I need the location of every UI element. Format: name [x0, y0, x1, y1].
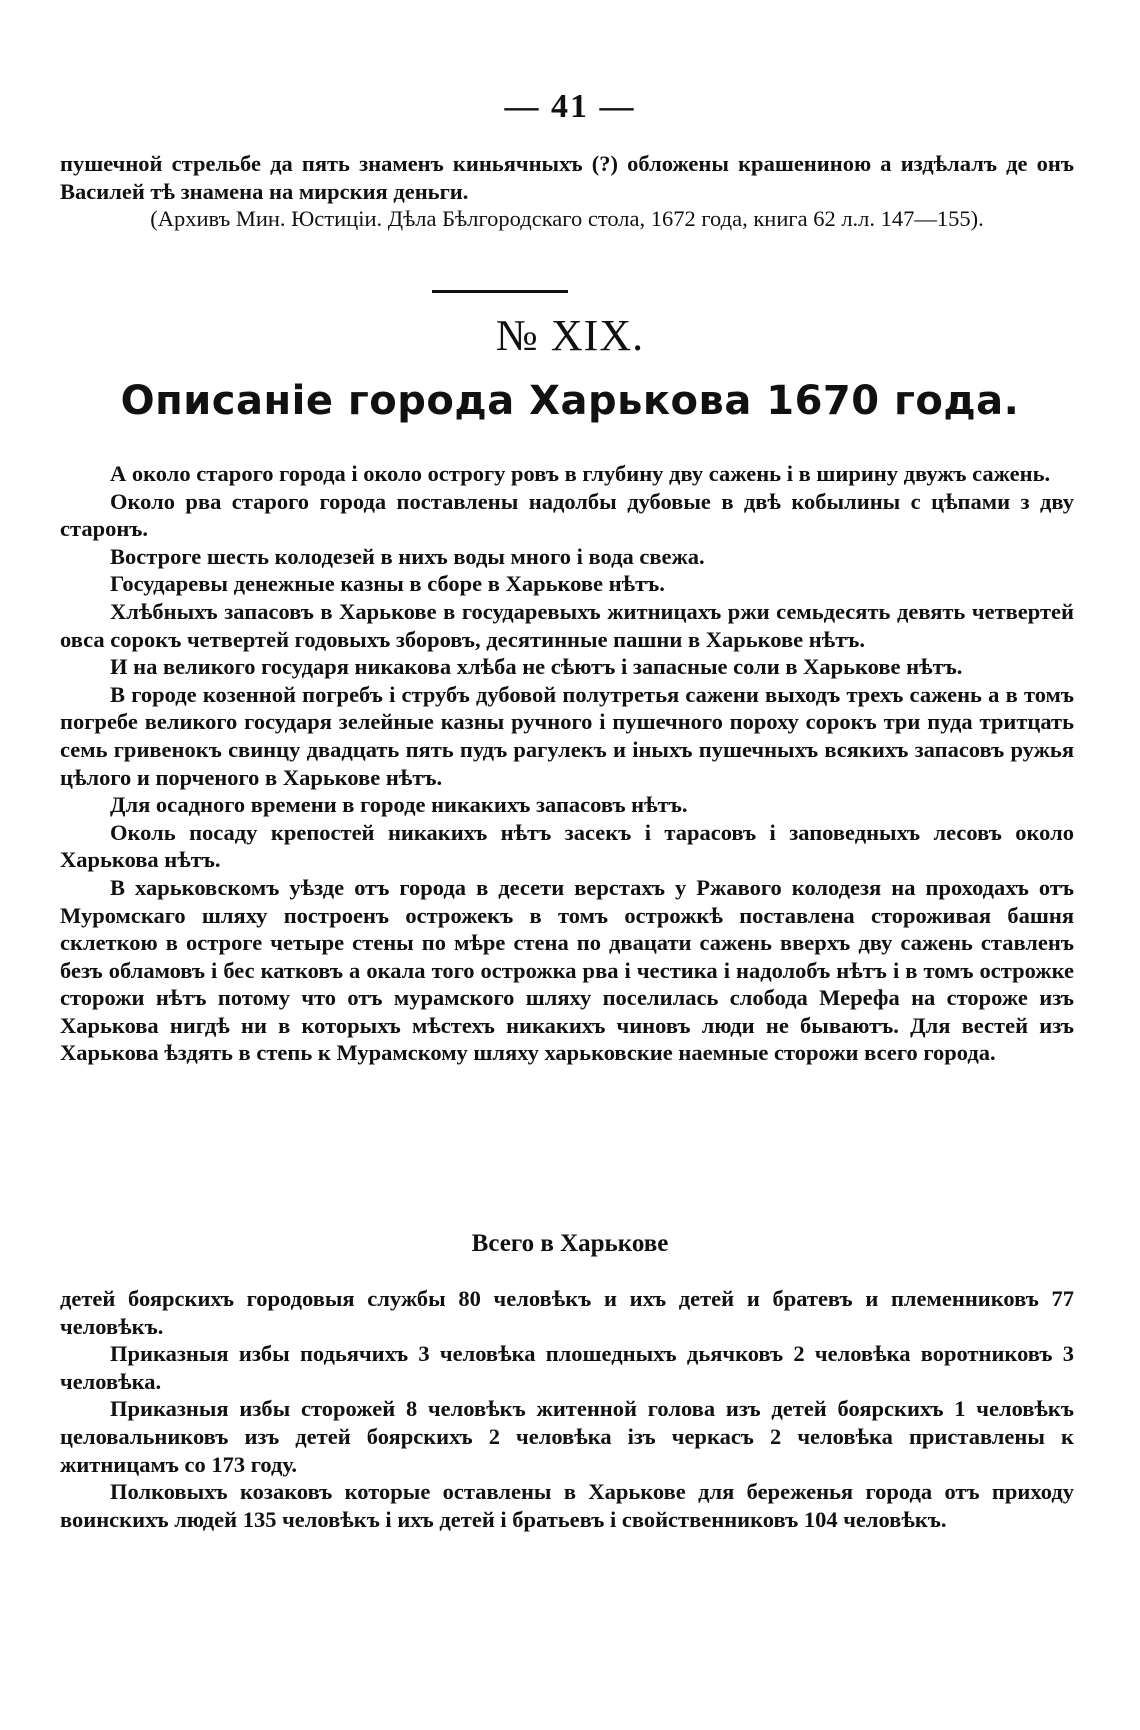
- paragraph: В городе козенной погребъ і струбъ дубовой полутретья сажени выходъ трехъ сажень а в томъ погребе великого государя зелейные казны ручного і пушечного пороху сорокъ три пуда тритцать семь гривенокъ свинцу двадцать пять пудъ рагулекъ и іныхъ пушечныхъ всякихъ запасовъ ружья цѣлого и порченого в Харькове нѣтъ.: [60, 681, 1074, 790]
- paragraph: Околь посаду крепостей никакихъ нѣтъ засекъ і тарасовъ і заповедныхъ лесовъ около Харькова нѣтъ.: [60, 819, 1074, 873]
- paragraph: А около старого города і около острогу ровъ в глубину дву сажень і в ширину двужъ сажень.: [110, 461, 1051, 486]
- paragraph: И на великого государя никакова хлѣба не сѣютъ і запасные соли в Харькове нѣтъ.: [110, 654, 963, 680]
- totals-paragraph: Приказныя избы подьячихъ 3 человѣка плошедныхъ дьячковъ 2 человѣка воротниковъ 3 человѣка.: [60, 1341, 1074, 1394]
- page-number: — 41 —: [504, 88, 636, 125]
- paragraph: Хлѣбныхъ запасовъ в Харькове в государевыхъ житницахъ ржи семьдесять девять четвертей овса сорокъ четвертей годовыхъ зборовъ, десятинные пашни в Харькове нѣтъ.: [60, 598, 1074, 652]
- paragraph: Около рва старого города поставлены надолбы дубовые в двѣ кобылины с цѣпами з дву старонъ.: [60, 488, 1074, 542]
- totals-heading: Всего в Харькове: [471, 1230, 669, 1257]
- paragraph: В харьковскомъ уѣзде отъ города в десети верстахъ у Ржавого колодезя на проходахъ отъ Муромскаго шляху построенъ острожекъ в томъ острожкѣ поставлена стороживая башня склеткою в остроге четыре стены по мѣре стена по двацати сажень вверхъ дву сажень ставленъ безъ обламовъ і бес катковъ а окала того острожка рва і честика і надолобъ нѣтъ і в томъ острожке сторожи нѣтъ потому что отъ мурамского шляху поселилась слобода Мерефа на стороже изъ Харькова нигдѣ ни в которыхъ мѣстехъ никакихъ чиновъ люди не бываютъ. Для вестей изъ Харькова ѣздять в степь к Мурамскому шляху харьковские наемные сторожи всего города.: [60, 874, 1074, 1066]
- totals-first-line: детей боярскихъ городовыя службы 80 человѣкъ и ихъ детей и братевъ и племенниковъ 77 человѣкъ.: [60, 1286, 1074, 1339]
- separator-rule: [432, 290, 568, 293]
- archive-reference: (Архивъ Мин. Юстиціи. Дѣла Бѣлгородскаго стола, 1672 года, книга 62 л.л. 147—155).: [150, 206, 984, 232]
- paragraph: Государевы денежные казны в сборе в Харькове нѣтъ.: [110, 571, 665, 597]
- paragraph: Для осадного времени в городе никакихъ запасовъ нѣтъ.: [110, 792, 688, 818]
- paragraph: Востроге шесть колодезей в нихъ воды много і вода свежа.: [110, 543, 705, 569]
- totals-section: [60, 1285, 1074, 1533]
- previous-document-ending: [60, 150, 1074, 232]
- totals-paragraph: Полковыхъ козаковъ которые оставлены в Харькове для береженья города отъ приходу воинскихъ людей 135 человѣкъ і ихъ детей і братьевъ і свойственниковъ 104 человѣкъ.: [60, 1479, 1074, 1532]
- main-text: [60, 460, 1074, 1067]
- document-title: Описаніе города Харькова 1670 года.: [120, 378, 1020, 424]
- document-number: № XIX.: [495, 311, 645, 360]
- continuation-paragraph: пушечной стрельбе да пять знаменъ киньячныхъ (?) обложены крашениною а издѣлалъ де онъ Василей тѣ знамена на мирския деньги.: [60, 151, 1074, 204]
- totals-paragraph: Приказныя избы сторожей 8 человѣкъ житенной голова изъ детей боярскихъ 1 человѣкъ целовальниковъ изъ детей боярскихъ 2 человѣка ізъ черкасъ 2 человѣка приставлены к житницамъ со 173 году.: [60, 1396, 1074, 1477]
